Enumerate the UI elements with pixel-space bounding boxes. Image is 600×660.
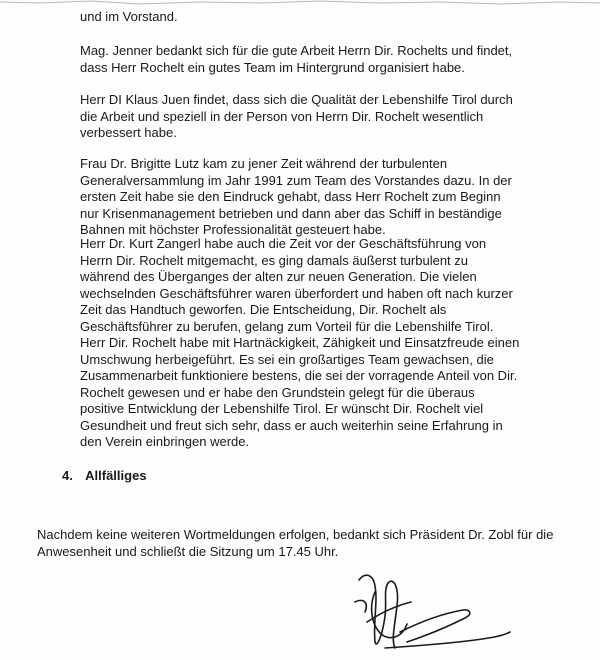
- closing-paragraph: Nachdem keine weiteren Wortmeldungen erfolgen, bedankt sich Präsident Dr. Zobl für die Anwesenheit und schließt die Sitzung um 17.45 Uhr.: [37, 527, 554, 559]
- section-title: Allfälliges: [85, 468, 147, 483]
- paragraph-jenner: Mag. Jenner bedankt sich für die gute Arbeit Herrn Dir. Rochelts und findet, dass Herr Rochelt ein gutes Team im Hintergrund organisiert habe.: [80, 43, 513, 75]
- signature-icon: [345, 562, 515, 660]
- paragraph-lutz: Frau Dr. Brigitte Lutz kam zu jener Zeit während der turbulenten Generalversammlung im Jahr 1991 zum Team des Vorstandes dazu. In der ersten Zeit habe sie den Eindruck gehabt, dass Herr Rochelt zum Beginn nur Krisenmanagement betrieben und dann aber das Schiff in beständige Bahnen mit höchster Professionalität gesteuert habe.: [80, 156, 512, 237]
- section-number: 4.: [62, 468, 73, 483]
- section-heading: [62, 468, 147, 483]
- paragraph-zangerl: Herr Dr. Kurt Zangerl habe auch die Zeit vor der Geschäftsführung von Herrn Dir. Rochelt mitgemacht, es ging damals äußerst turbulent zu während des Überganges der alten zur neuen Generation. Die vielen wechselnden Geschäftsführer waren überfordert und haben oft nach kurzer Zeit das Handtuch geworfen. Die Entscheidung, Dir. Rochelt als Geschäftsführer zu berufen, gelang zum Vorteil für die Lebenshilfe Tirol. Herr Dir. Rochelt habe mit Hartnäckigkeit, Zähigkeit und Einsatzfreude einen Umschwung herbeigeführt. Es sei ein großartiges Team gewachsen, die Zusammenarbeit funktioniere bestens, die sei der vorragende Anteil von Dir. Rochelt gewesen und er habe den Grundstein gelegt für die überaus positive Entwicklung der Lebenshilfe Tirol. Er wünscht Dir. Rochelt viel Gesundheit und freut sich sehr, dass er auch weiterhin seine Erfahrung in den Verein einbringen werde.: [80, 236, 520, 449]
- previous-page-fragment: und im Vorstand.: [80, 9, 178, 24]
- paragraph-juen: Herr DI Klaus Juen findet, dass sich die Qualität der Lebenshilfe Tirol durch die Arbeit und speziell in der Person von Herrn Dir. Rochelt wesentlich verbessert habe.: [80, 92, 513, 140]
- torn-top-edge: [0, 0, 600, 8]
